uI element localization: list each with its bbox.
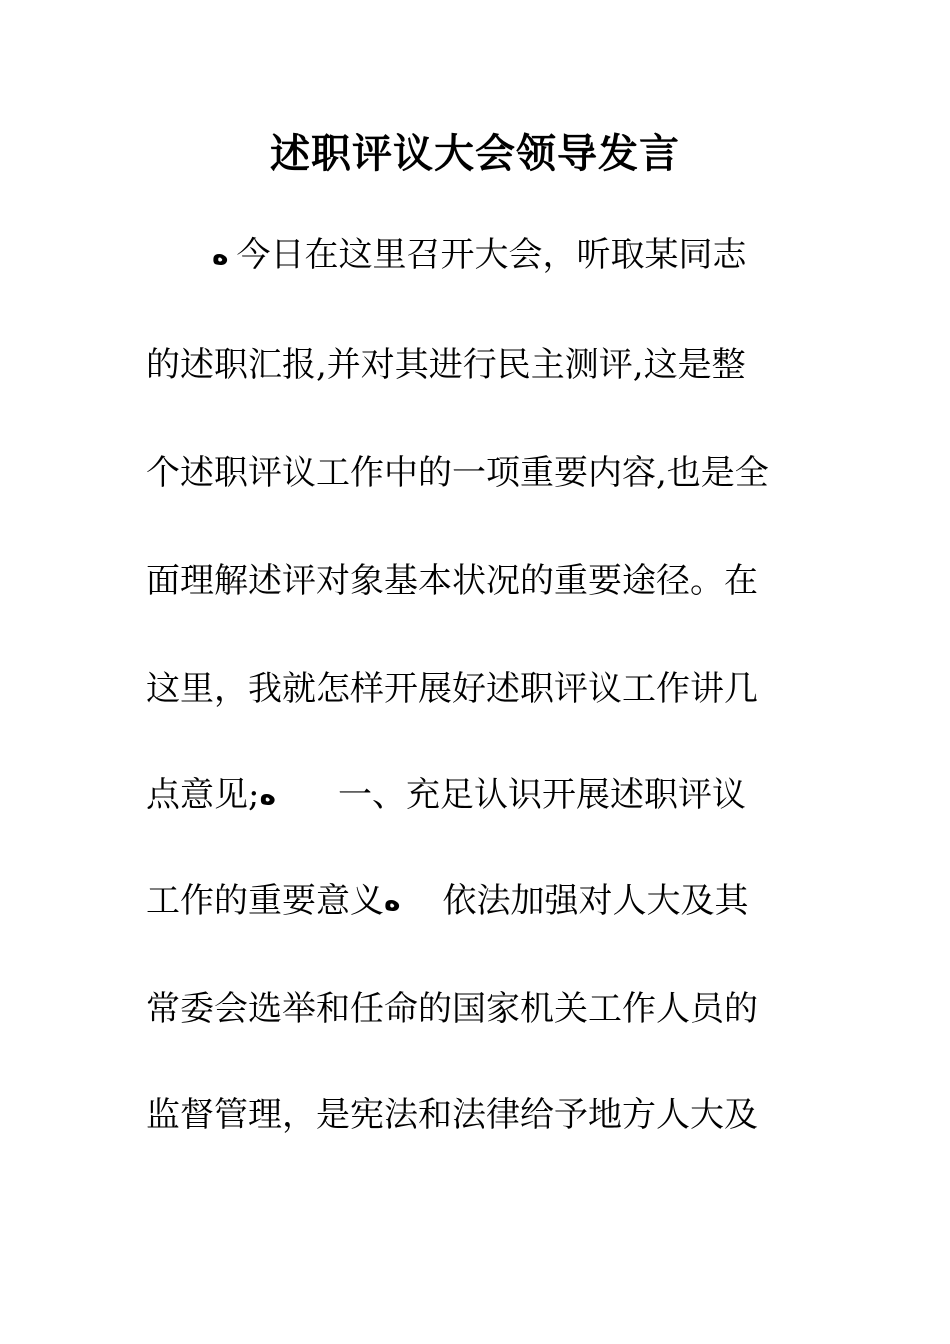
line-text: 面理解述评对象基本状况的重要途径。在: [146, 561, 758, 601]
line-text: 个述职评议工作中的一项重要内容,也是全: [146, 453, 769, 493]
text-line-5: [146, 664, 758, 714]
line-text: 的述职汇报,并对其进行民主测评,这是整: [146, 345, 746, 385]
line-text: 常委会选举和任命的国家机关工作人员的: [146, 989, 758, 1029]
line-text: 依法加强对人大及其: [442, 881, 749, 921]
line-text: 监督管理，是宪法和法律给予地方人大及: [146, 1095, 758, 1135]
line-text: 今日在这里召开大会，听取某同志: [236, 235, 747, 275]
text-line-7: [146, 876, 749, 926]
line-text: 工作的重要意义: [146, 881, 384, 921]
text-line-6: [146, 770, 746, 820]
paragraph-mark: ﻩ: [259, 778, 276, 811]
text-line-3: [146, 448, 769, 498]
text-line-1: [146, 230, 747, 280]
line-text: 点意见;: [146, 775, 260, 815]
text-line-4: [146, 556, 758, 606]
document-title: 述职评议大会领导发言: [270, 131, 680, 177]
line-text: 一、充足认识开展述职评议: [338, 775, 746, 815]
paragraph-mark: ﻩ: [384, 884, 401, 917]
text-line-9: [146, 1090, 758, 1140]
text-line-8: [146, 984, 758, 1034]
text-line-2: [146, 340, 746, 390]
paragraph-mark: ﻩ: [212, 238, 229, 271]
line-text: 这里，我就怎样开展好述职评议工作讲几: [146, 669, 758, 709]
